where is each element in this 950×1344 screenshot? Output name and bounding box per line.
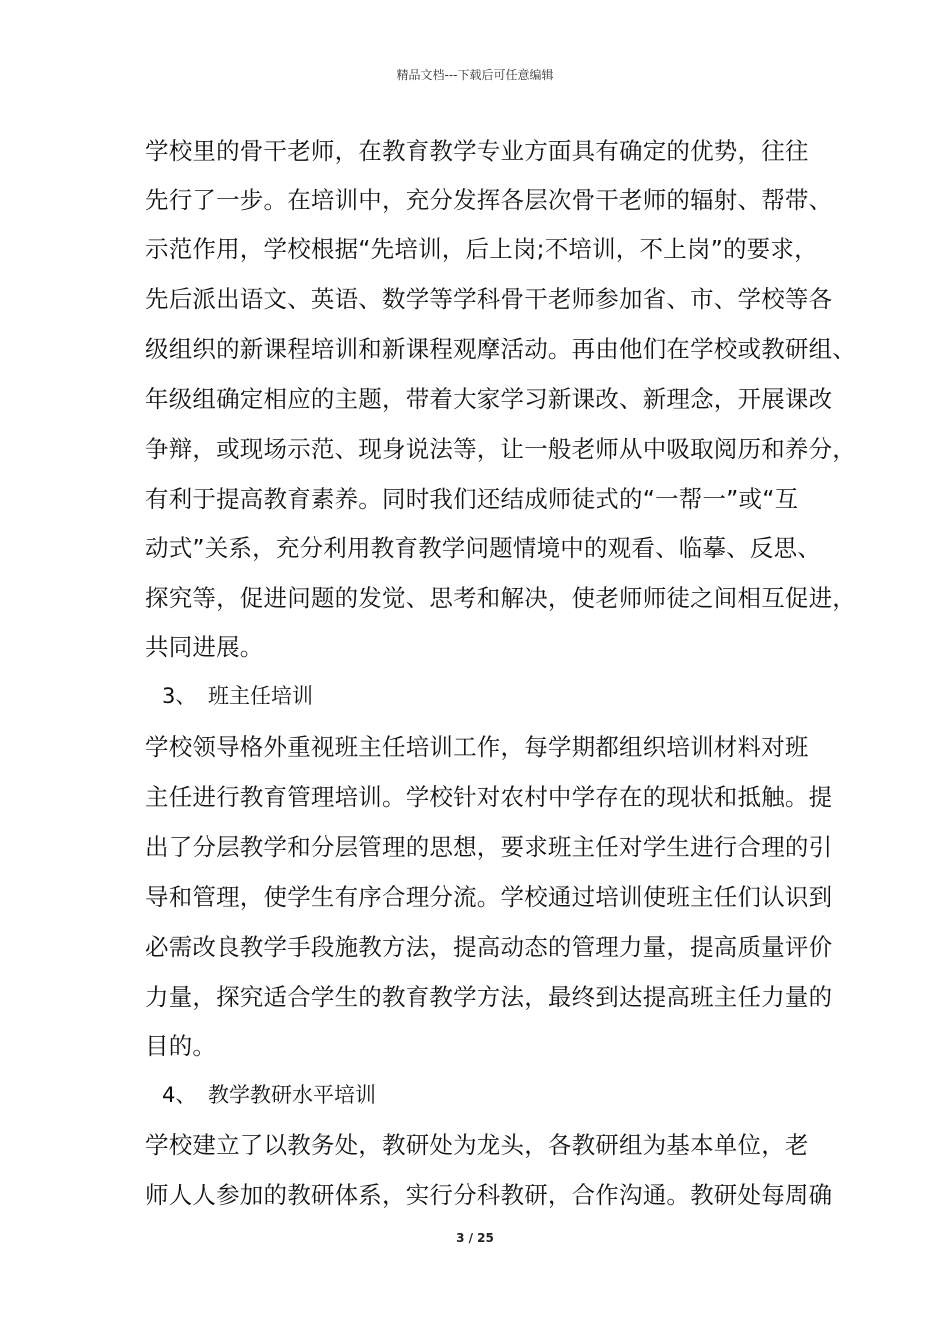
paragraph-1-line: 共同进展。 (145, 633, 264, 661)
page-header: 精品文档---下载后可任意编辑 (396, 68, 554, 82)
paragraph-2-line: 出了分层教学和分层管理的思想，要求班主任对学生进行合理的引 (145, 833, 833, 861)
paragraph-3-line: 学校建立了以教务处，教研处为龙头，各教研组为基本单位，老 (145, 1131, 809, 1159)
section-heading-3 (162, 681, 313, 711)
paragraph-2-line: 导和管理，使学生有序合理分流。学校通过培训使班主任们认识到 (145, 883, 833, 911)
paragraph-2-line: 主任进行教育管理培训。学校针对农村中学存在的现状和抵触。提 (145, 783, 833, 811)
section-title: 教学教研水平培训 (208, 1083, 376, 1107)
paragraph-3-line: 师人人参加的教研体系，实行分科教研，合作沟通。教研处每周确 (145, 1181, 833, 1209)
page-number: 3 / 25 (456, 1231, 494, 1245)
paragraph-2-line: 力量，探究适合学生的教育教学方法，最终到达提高班主任力量的 (145, 983, 833, 1011)
paragraph-1-line: 学校里的骨干老师，在教育教学专业方面具有确定的优势，往往 (145, 137, 809, 165)
paragraph-1-line: 争辩，或现场示范、现身说法等，让一般老师从中吸取阅历和养分， (145, 435, 856, 463)
paragraph-2-line: 学校领导格外重视班主任培训工作，每学期都组织培训材料对班 (145, 733, 809, 761)
paragraph-1-line: 年级组确定相应的主题，带着大家学习新课改、新理念，开展课改 (145, 385, 833, 413)
paragraph-1-line: 级组织的新课程培训和新课程观摩活动。再由他们在学校或教研组、 (145, 335, 856, 363)
section-number: 3、 (162, 684, 197, 708)
paragraph-1-line: 示范作用，学校根据“先培训，后上岗;不培训，不上岗”的要求， (145, 235, 818, 263)
paragraph-1-line: 先后派出语文、英语、数学等学科骨干老师参加省、市、学校等各 (145, 285, 833, 313)
paragraph-1-line: 先行了一步。在培训中，充分发挥各层次骨干老师的辐射、帮带、 (145, 186, 833, 214)
paragraph-1-line: 探究等，促进问题的发觉、思考和解决，使老师师徒之间相互促进， (145, 584, 856, 612)
paragraph-2-line: 目的。 (145, 1032, 217, 1060)
section-heading-4 (162, 1080, 376, 1110)
paragraph-1-line: 有利于提高教育素养。同时我们还结成师徒式的“一帮一”或“互 (145, 485, 799, 513)
paragraph-2-line: 必需改良教学手段施教方法，提高动态的管理力量，提高质量评价 (145, 933, 833, 961)
section-number: 4、 (162, 1083, 197, 1107)
section-title: 班主任培训 (208, 684, 313, 708)
paragraph-1-line: 动式”关系，充分利用教育教学问题情境中的观看、临摹、反思、 (145, 534, 821, 562)
